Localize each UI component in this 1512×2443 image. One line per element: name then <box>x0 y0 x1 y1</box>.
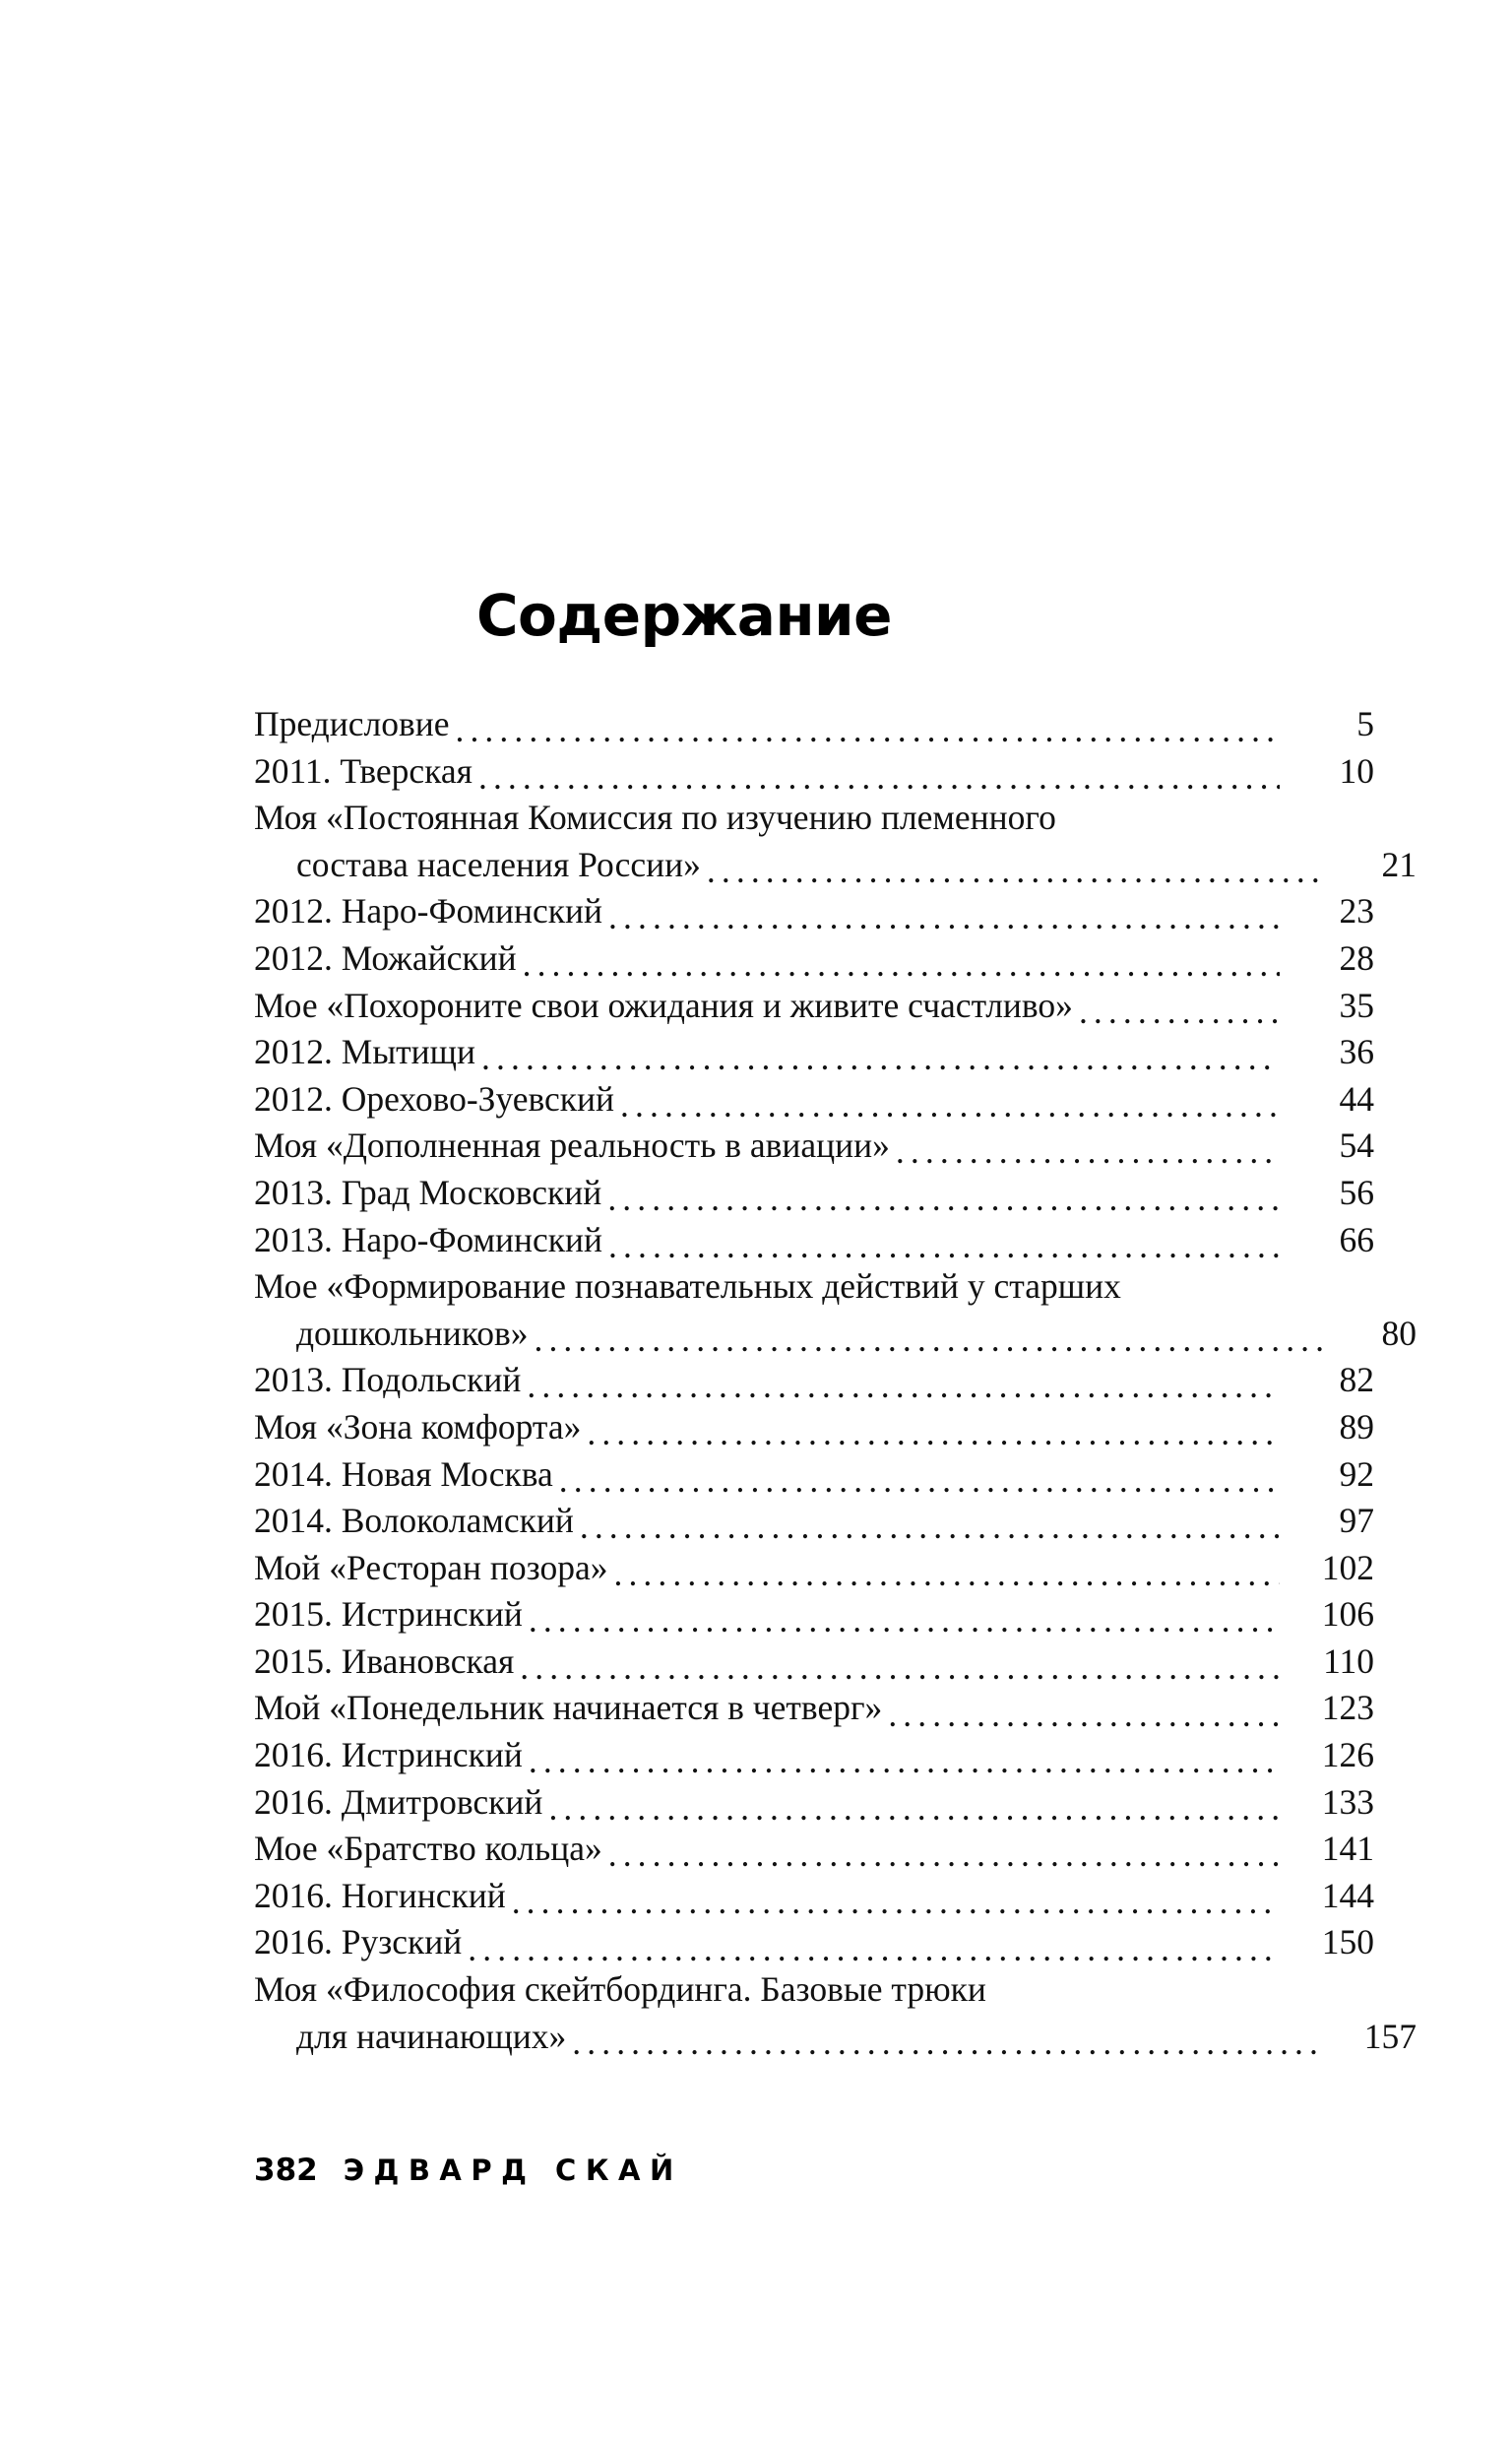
toc-entry-line[interactable] <box>254 748 1374 796</box>
toc-entry-title: состава населения России» <box>296 844 701 884</box>
toc-entry[interactable] <box>254 795 1417 888</box>
toc-entry-line[interactable] <box>254 795 1374 842</box>
toc-entry-title: 2013. Град Московский <box>254 1172 602 1212</box>
toc-entry-line[interactable] <box>254 1873 1374 1920</box>
toc-entry[interactable] <box>254 1919 1374 1966</box>
toc-entry-title: Мой «Понедельник начинается в четверг» <box>254 1688 883 1728</box>
toc-entry-title: 2016. Истринский <box>254 1735 523 1775</box>
toc-entry-title: для начинающих» <box>296 2016 567 2056</box>
toc-leader-dots <box>559 1463 1280 1499</box>
toc-entry-line[interactable] <box>254 1404 1374 1451</box>
toc-entry-line[interactable] <box>254 1966 1374 2014</box>
toc-page-number: 126 <box>1321 1735 1374 1775</box>
toc-entry[interactable] <box>254 1451 1374 1499</box>
toc-leader-dots <box>523 947 1280 983</box>
toc-entry[interactable] <box>254 1123 1374 1170</box>
toc-entry-line[interactable] <box>254 1170 1374 1217</box>
toc-leader-dots <box>580 1510 1280 1545</box>
toc-entry-line[interactable] <box>254 1732 1374 1779</box>
toc-leader-dots <box>481 1041 1280 1076</box>
toc-page-number: 36 <box>1339 1032 1374 1072</box>
toc-leader-dots <box>608 900 1280 935</box>
toc-leader-dots <box>478 760 1280 796</box>
toc-entry-title: 2011. Тверская <box>254 750 472 791</box>
toc-entry[interactable] <box>254 1639 1374 1686</box>
toc-page-number: 80 <box>1381 1313 1417 1353</box>
toc-page-number: 106 <box>1321 1594 1374 1635</box>
toc-page-number: 44 <box>1339 1078 1374 1119</box>
toc-entry[interactable] <box>254 1966 1417 2060</box>
toc-entry-line[interactable] <box>254 842 1417 889</box>
toc-entry[interactable] <box>254 1779 1374 1827</box>
toc-page-number: 89 <box>1339 1406 1374 1447</box>
toc-entry-line[interactable] <box>254 1263 1374 1311</box>
toc-entry-line[interactable] <box>254 1498 1374 1545</box>
toc-entry-line[interactable] <box>254 2014 1417 2061</box>
toc-leader-dots <box>613 1557 1280 1592</box>
toc-entry-title: Мое «Похороните свои ожидания и живите счастливо» <box>254 985 1073 1025</box>
toc-entry-line[interactable] <box>254 888 1374 935</box>
toc-page-number: 54 <box>1339 1125 1374 1166</box>
toc-entry-title: 2012. Мытищи <box>254 1032 476 1072</box>
toc-page-number: 5 <box>1356 704 1374 743</box>
toc-entry[interactable] <box>254 1826 1374 1873</box>
toc-entry-title: 2013. Наро-Фоминский <box>254 1219 603 1259</box>
toc-leader-dots <box>534 1322 1322 1358</box>
toc-entry-title: 2016. Дмитровский <box>254 1781 543 1822</box>
toc-leader-dots <box>512 1885 1280 1920</box>
toc-entry[interactable] <box>254 1498 1374 1545</box>
toc-entry-line[interactable] <box>254 1685 1374 1732</box>
toc-leader-dots <box>572 2025 1322 2061</box>
toc-entry-title: Предисловие <box>254 704 450 743</box>
toc-entry-line[interactable] <box>254 1591 1374 1639</box>
toc-page-number: 97 <box>1339 1501 1374 1541</box>
toc-entry[interactable] <box>254 1217 1374 1264</box>
toc-entry-line[interactable] <box>254 1311 1417 1358</box>
toc-leader-dots <box>455 713 1280 748</box>
toc-entry-title: 2013. Подольский <box>254 1360 522 1400</box>
page-footer <box>254 2153 683 2188</box>
toc-leader-dots <box>608 1229 1280 1264</box>
toc-entry[interactable] <box>254 1732 1374 1779</box>
toc-page-number: 56 <box>1339 1172 1374 1212</box>
toc-entry[interactable] <box>254 983 1374 1030</box>
toc-leader-dots <box>548 1791 1280 1827</box>
toc-entry-title: Моя «Постоянная Комиссия по изучению племенного <box>254 798 1056 838</box>
toc-entry-line[interactable] <box>254 1357 1374 1404</box>
toc-entry-line[interactable] <box>254 1919 1374 1966</box>
toc-page-number: 35 <box>1339 985 1374 1025</box>
toc-entry-title: Мой «Ресторан позора» <box>254 1547 608 1587</box>
toc-entry-title: Моя «Дополненная реальность в авиации» <box>254 1125 890 1166</box>
toc-page-number: 21 <box>1381 844 1417 884</box>
toc-leader-dots <box>520 1650 1280 1686</box>
toc-entry-line[interactable] <box>254 983 1374 1030</box>
toc-entry-line[interactable] <box>254 1217 1374 1264</box>
toc-page-number: 133 <box>1321 1781 1374 1822</box>
toc-entry-title: 2016. Ногинский <box>254 1875 506 1915</box>
toc-entry-line[interactable] <box>254 1029 1374 1076</box>
toc-leader-dots <box>529 1744 1280 1779</box>
toc-entry[interactable] <box>254 1545 1374 1592</box>
toc-entry-title: 2014. Новая Москва <box>254 1453 553 1494</box>
toc-page-number: 157 <box>1363 2016 1417 2056</box>
toc-entry-title: 2014. Волоколамский <box>254 1501 574 1541</box>
toc-entry-title: 2012. Можайский <box>254 937 517 978</box>
toc-page-number: 141 <box>1321 1829 1374 1869</box>
toc-entry[interactable] <box>254 1873 1374 1920</box>
toc-leader-dots <box>607 1182 1280 1217</box>
toc-page-number: 23 <box>1339 891 1374 932</box>
toc-page-number: 110 <box>1323 1640 1374 1681</box>
toc-entry[interactable] <box>254 1357 1374 1404</box>
toc-entry[interactable] <box>254 1029 1374 1076</box>
toc-entry[interactable] <box>254 1591 1374 1639</box>
toc-entry-line[interactable] <box>254 1826 1374 1873</box>
toc-entry-title: 2015. Истринский <box>254 1594 523 1635</box>
toc-entry[interactable] <box>254 1076 1374 1124</box>
toc-entry[interactable] <box>254 1685 1374 1732</box>
toc-leader-dots <box>896 1134 1280 1170</box>
toc-entry-title: 2012. Орехово-Зуевский <box>254 1078 615 1119</box>
page-title: Содержание <box>475 582 892 649</box>
toc-leader-dots <box>620 1088 1280 1124</box>
toc-page-number: 28 <box>1339 937 1374 978</box>
toc-leader-dots <box>529 1603 1280 1639</box>
toc-entry-line[interactable] <box>254 1639 1374 1686</box>
toc-page-number: 82 <box>1339 1360 1374 1400</box>
toc-entry-line[interactable] <box>254 935 1374 983</box>
toc-entry-line[interactable] <box>254 1779 1374 1827</box>
toc-page-number: 150 <box>1321 1922 1374 1962</box>
toc-entry-title: дошкольников» <box>296 1313 529 1353</box>
toc-entry-title: Мое «Братство кольца» <box>254 1829 602 1869</box>
toc-page-number: 102 <box>1321 1547 1374 1587</box>
toc-entry-line[interactable] <box>254 1545 1374 1592</box>
toc-leader-dots <box>888 1698 1280 1733</box>
toc-page-number: 10 <box>1339 750 1374 791</box>
toc-leader-dots <box>1079 995 1280 1030</box>
toc-entry-title: Моя «Зона комфорта» <box>254 1406 582 1447</box>
toc-leader-dots <box>707 854 1322 889</box>
toc-page-number: 144 <box>1321 1875 1374 1915</box>
toc-entry[interactable] <box>254 748 1374 796</box>
footer-author-name: ЭДВАРД СКАЙ <box>343 2154 683 2187</box>
toc-page-number: 92 <box>1339 1453 1374 1494</box>
toc-entry-line[interactable] <box>254 1123 1374 1170</box>
toc-entry[interactable] <box>254 935 1374 983</box>
toc-entry-title: 2016. Рузский <box>254 1922 463 1962</box>
toc-leader-dots <box>527 1369 1280 1404</box>
toc-leader-dots <box>608 1837 1280 1873</box>
toc-entry[interactable] <box>254 1263 1417 1357</box>
toc-entry-title: 2015. Ивановская <box>254 1640 515 1681</box>
toc-entry[interactable] <box>254 888 1374 935</box>
toc-entry-line[interactable] <box>254 701 1374 748</box>
toc-entry[interactable] <box>254 1404 1374 1451</box>
footer-page-number: 382 <box>254 2153 318 2188</box>
toc-entry-line[interactable] <box>254 1076 1374 1124</box>
toc-entry-title: Мое «Формирование познавательных действий у старших <box>254 1266 1121 1307</box>
toc-entry[interactable] <box>254 1170 1374 1217</box>
toc-entry-line[interactable] <box>254 1451 1374 1499</box>
toc-leader-dots <box>468 1932 1280 1967</box>
toc-leader-dots <box>587 1416 1280 1451</box>
toc-entry-title: 2012. Наро-Фоминский <box>254 891 603 932</box>
toc-page-number: 66 <box>1339 1219 1374 1259</box>
table-of-contents <box>254 701 1417 2060</box>
toc-entry-title: Моя «Философия скейтбординга. Базовые трюки <box>254 1969 986 2010</box>
toc-page-number: 123 <box>1321 1688 1374 1728</box>
toc-entry[interactable] <box>254 701 1374 748</box>
